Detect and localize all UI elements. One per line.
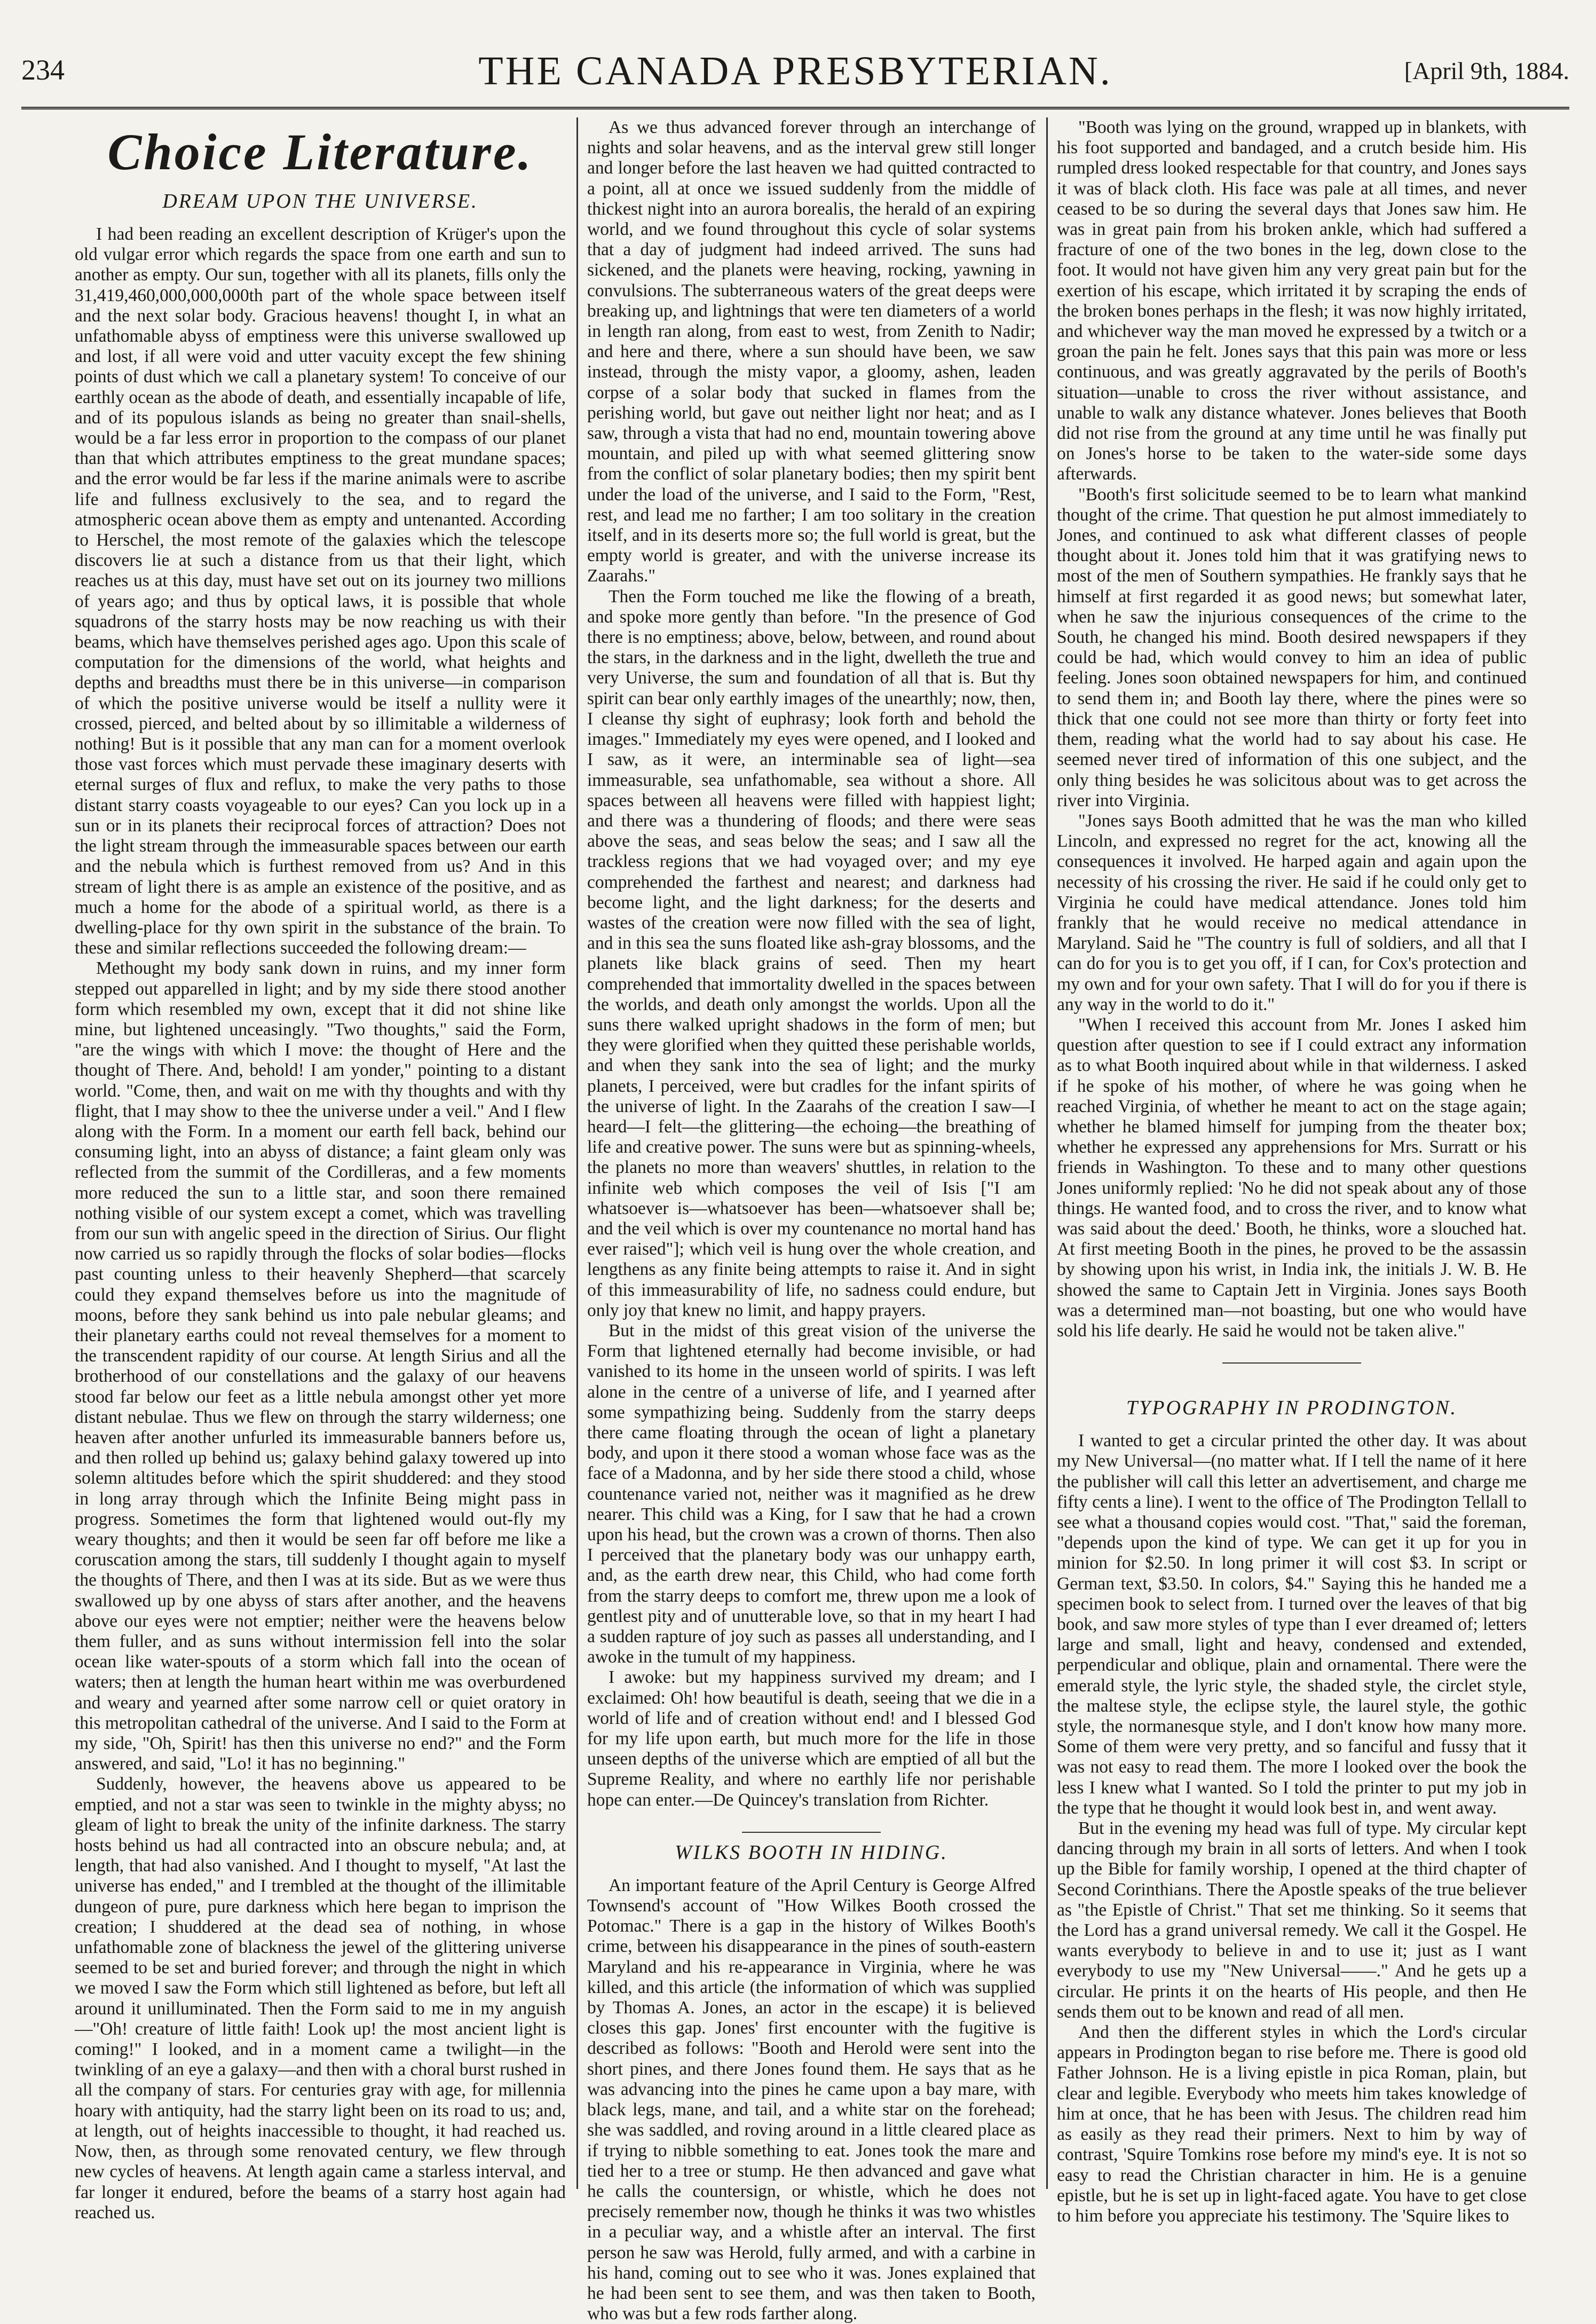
column-3 (1057, 117, 1527, 2226)
article-paragraph: I wanted to get a circular printed the other day. It was about my New Universal—(no matter what. If I tell the name of it here the publisher will call this letter an advertisement, and charge me fifty cents a line). I went to the office of The Prodington Tellall to see what a thousand copies would cost. "That," said the foreman, "depends upon the kind of type. We can get it up for you in minion for $2.50. In long primer it will cost $3. In script or German text, $3.50. In colors, $4." Saying this he handed me a specimen book to select from. I turned over the leaves of that big book, and saw more styles of type than I ever dreamed of; letters large and small, light and heavy, condensed and extended, perpendicular and oblique, plain and ornamental. There were the emerald style, the lyric style, the shaded style, the circlet style, the maltese style, the eclipse style, the laurel style, the gothic style, the normanesque style, and I don't know how many more. Some of them were very pretty, and so fanciful and fussy that it was not easy to read them. The more I looked over the book the less I knew what I wanted. So I told the printer to put my job in the type that he thought it would look best in, and went away. (1057, 1431, 1527, 1818)
column-1 (75, 117, 566, 2223)
article-paragraph: And then the different styles in which the Lord's circular appears in Prodington began to rise before me. There is good old Father Johnson. He is a living epistle in pica Roman, plain, but clear and legible. Everybody who meets him takes knowledge of him at once, that he has been with Jesus. The children read him as easily as they read their primers. Next to him by way of contrast, 'Squire Tomkins rose before my mind's eye. It is not so easy to read the Christian character in him. He is a genuine epistle, but he is set up in light-faced agate. You have to get close to him before you appreciate his testimony. The 'Squire likes to (1057, 2022, 1527, 2226)
article-divider (1222, 1362, 1361, 1364)
column-rule (576, 117, 578, 2189)
section-heading: Choice Literature. (107, 123, 533, 180)
issue-date: [April 9th, 1884. (1404, 57, 1569, 84)
article-paragraph: But in the evening my head was full of type. My circular kept dancing through my brain in all sorts of letters. And when I took up the Bible for family worship, I opened at the third chapter of Second Corinthians. There the Apostle speaks of the true believer as "the Epistle of Christ." That set me thinking. So it seems that the Lord has a grand universal remedy. We call it the Gospel. He wants everybody to believe in and to use it; just as I want everybody to use my "New Universal——." And he gets up a circular. He prints it on the hearts of His people, and then He sends them out to be known and read of all men. (1057, 1818, 1527, 2022)
article-paragraph: "When I received this account from Mr. Jones I asked him question after question to see if I could extract any information as to what Booth inquired about while in that wilderness. I asked if he spoke of his mother, of where he was going when he reached Virginia, of whether he meant to act on the stage again; whether he blamed himself for jumping from the theater box; whether he expressed any apprehensions for Mrs. Surratt or his friends in Washington. To these and to many other questions Jones uniformly replied: 'No he did not speak about any of those things. He wanted food, and to cross the river, and to know what was said about the deed.' Booth, he thinks, wore a slouched hat. At first meeting Booth in the pines, he proved to be the assassin by showing upon his wrist, in India ink, the initials J. W. B. He showed the same to Captain Jett in Virginia. Jones says Booth was a determined man—not boasting, but one who would have sold his life dearly. He said he would not be taken alive." (1057, 1014, 1527, 1341)
column-2 (587, 117, 1036, 2324)
article-paragraph: But in the midst of this great vision of the universe the Form that lightened eternally had become invisible, or had vanished to its home in the unseen world of spirits. I was left alone in the centre of a universe of life, and I yearned after some sympathizing being. Suddenly from the starry deeps there came floating through the ocean of light a planetary body, and upon it there stood a woman whose face was as the face of a Madonna, and by her side there stood a child, whose countenance varied not, neither was it magnified as he drew nearer. This child was a King, for I saw that he had a crown upon his head, but the crown was a crown of thorns. Then also I perceived that the planetary body was our unhappy earth, and, as the earth drew near, this Child, who had come forth from the starry deeps to comfort me, threw upon me a look of gentlest pity and of unutterable love, so that in my heart I had a sudden rapture of joy such as passes all understanding, and I awoke in the tumult of my happiness. (587, 1320, 1036, 1667)
article-title: WILKS BOOTH IN HIDING. (675, 1841, 948, 1864)
article-paragraph: "Booth was lying on the ground, wrapped up in blankets, with his foot supported and bandaged, and a crutch beside him. His rumpled dress looked respectable for that country, and Jones says it was of black cloth. His face was pale at all times, and never ceased to be so during the several days that Jones saw him. He was in great pain from his broken ankle, which had suffered a fracture of one of the two bones in the leg, down close to the foot. It would not have given him any very great pain but for the exertion of his escape, which irritated it by scraping the ends of the broken bones perhaps in the flesh; it was now highly irritated, and whichever way the man moved he expressed by a twitch or a groan the pain he felt. Jones says that this pain was more or less continuous, and was greatly aggravated by the perils of Booth's situation—unable to cross the river without assistance, and unable to walk any distance whatever. Jones believes that Booth did not rise from the ground at any time until he was finally put on Jones's horse to be taken to the water-side some days afterwards. (1057, 117, 1527, 484)
article-paragraph: "Booth's first solicitude seemed to be to learn what mankind thought of the crime. That question he put almost immediately to Jones, and continued to ask what different classes of people thought about it. Jones told him that it was gratifying news to most of the men of Southern sympathies. He frankly says that he himself at first regarded it as good news; but somewhat later, when he saw the injurious consequences of the crime to the South, he changed his mind. Booth desired newspapers if they could be had, which would convey to him an idea of public feeling. Jones soon obtained newspapers for him, and continued to send them in; and Booth lay there, where the pines were so thick that one could not see more than thirty or forty feet into them, reading what the world had to say about his case. He seemed never tired of information of this one subject, and the only thing besides he was solicitous about was to get across the river into Virginia. (1057, 484, 1527, 810)
article-paragraph: "Jones says Booth admitted that he was the man who killed Lincoln, and expressed no regret for the act, knowing all the consequences it involved. He harped again and again upon the necessity of his crossing the river. He said if he could only get to Virginia he could have medical attendance. Jones told him frankly that he would receive no medical attendance in Maryland. Said he "The country is full of soldiers, and all that I can do for you is to get you off, if I can, for Cox's protection and my own and for your own safety. That I will do for you if there is any way in the world to do it." (1057, 810, 1527, 1014)
article-paragraph: Suddenly, however, the heavens above us appeared to be emptied, and not a star was seen to twinkle in the mighty abyss; no gleam of light to break the unity of the infinite darkness. The starry hosts behind us had all contracted into an obscure nebula; and, at length, that had also vanished. And I thought to myself, "At last the universe has ended," and I trembled at the thought of the illimitable dungeon of pure, pure darkness which here began to imprison the creation; I shuddered at the dead sea of nothing, in whose unfathomable zone of blackness the jewel of the glittering universe seemed to be set and buried forever; and through the night in which we moved I saw the Form which still lightened as before, but left all around it unilluminated. Then the Form said to me in my anguish—"Oh! creature of little faith! Look up! the most ancient light is coming!" I looked, and in a moment came a twilight—in the twinkling of an eye a galaxy—and then with a choral burst rushed in all the company of stars. For centuries gray with age, for millennia hoary with antiquity, had the starry light been on its road to us; and, at length, out of heights inaccessible to thought, it had reached us. Now, then, as through some renovated century, we flew through new cycles of heavens. At length again came a starless interval, and far longer it endured, before the beams of a starry host again had reached us. (75, 1774, 566, 2223)
article-title: TYPOGRAPHY IN PRODINGTON. (1126, 1397, 1458, 1420)
article-paragraph: Then the Form touched me like the flowing of a breath, and spoke more gently than before. "In the presence of God there is no emptiness; above, below, between, and round about the stars, in the darkness and in the light, dwelleth the true and very Universe, the sum and foundation of all that is. But thy spirit can bear only earthly images of the unearthly; now, then, I cleanse thy sight of euphrasy; look forth and behold the images." Immediately my eyes were opened, and I looked and I saw, as it were, an interminable sea of light—sea immeasurable, sea unfathomable, sea without a shore. All spaces between all heavens were filled with happiest light; and there was a thundering of floods; and there were seas above the seas, and seas below the seas; and I saw all the trackless regions that we had voyaged over; and my eye comprehended the farthest and nearest; and darkness had become light, and the light darkness; for the deserts and wastes of the creation were now filled with the sea of light, and in this sea the suns floated like ash-gray blossoms, and the planets like black grains of seed. Then my heart comprehended that immortality dwelled in the spaces between the worlds, and death only amongst the worlds. Upon all the suns there walked upright shadows in the form of men; but they were glorified when they quitted these perishable worlds, and when they sank into the sea of light; and the murky planets, I perceived, were but cradles for the infant spirits of the universe of light. In the Zaarahs of the creation I saw—I heard—I felt—the glittering—the echoing—the breathing of life and creative power. The suns were but as spinning-wheels, the planets no more than weavers' shuttles, in relation to the infinite web which composes the veil of Isis ["I am whatsoever is—whatsoever has been—whatsoever shall be; and the veil which is over my countenance no mortal hand has ever raised"]; which veil is hung over the whole creation, and lengthens as any finite being attempts to raise it. And in sight of this immeasurability of life, no sadness could endure, but only joy that knew no limit, and happy prayers. (587, 586, 1036, 1320)
article-divider (742, 1832, 881, 1833)
page-number: 234 (21, 54, 65, 86)
journal-title: THE CANADA PRESBYTERIAN. (478, 49, 1112, 93)
column-rule (1046, 117, 1048, 2189)
article-paragraph: An important feature of the April Century is George Alfred Townsend's account of "How Wilkes Booth crossed the Potomac." There is a gap in the history of Wilkes Booth's crime, between his disappearance in the pines of south-eastern Maryland and his re-appearance in Virginia, where he was killed, and this article (the information of which was supplied by Thomas A. Jones, an actor in the escape) it is believed closes this gap. Jones' first encounter with the fugitive is described as follows: "Booth and Herold were sent into the short pines, and there Jones found them. He says that as he was advancing into the pines he came upon a bay mare, with black legs, mane, and tail, and a white star on the forehead; she was saddled, and roving around in a little cleared place as if trying to nibble something to eat. Jones took the mare and tied her to a tree or stump. He then advanced and gave what he calls the countersign, or whistle, which he does not precisely remember now, though he thinks it was two whistles in a peculiar way, and a whistle after an interval. The first person he saw was Herold, fully armed, and with a carbine in his hand, coming out to see who it was. Jones explained that he had been sent to see them, and was then taken to Booth, who was but a few rods farther along. (587, 1875, 1036, 2324)
article-paragraph: As we thus advanced forever through an interchange of nights and solar heavens, and as the interval grew still longer and longer before the last heaven we had quitted contracted to a point, all at once we issued suddenly from the middle of thickest night into an aurora borealis, the herald of an expiring world, and we found throughout this cycle of solar systems that a day of judgment had indeed arrived. The suns had sickened, and the planets were heaving, rocking, yawning in convulsions. The subterraneous waters of the great deeps were breaking up, and lightnings that were ten diameters of a world in length ran along, from east to west, from Zenith to Nadir; and here and there, where a sun should have been, we saw instead, through the misty vapor, a gloomy, ashen, leaden corpse of a solar body that sucked in flames from the perishing world, but gave out neither light nor heat; and as I saw, through a vista that had no end, mountain towering above mountain, and piled up with what seemed glittering snow from the conflict of solar planetary bodies; then my spirit bent under the load of the universe, and I said to the Form, "Rest, rest, and lead me no farther; I am too solitary in the creation itself, and in its deserts more so; the full world is great, but the empty world is greater, and with the universe increase its Zaarahs." (587, 117, 1036, 586)
page-header (21, 32, 1569, 109)
article-title: DREAM UPON THE UNIVERSE. (162, 190, 478, 212)
article-paragraph: I had been reading an excellent description of Krüger's upon the old vulgar error which regards the space from one earth and sun to another as empty. Our sun, together with all its planets, fills only the 31,419,460,000,000,000th part of the whole space between itself and the next solar body. Gracious heavens! thought I, in what an unfathomable abyss of emptiness were this universe swallowed up and lost, if all were void and utter vacuity except the few shining points of dust which we call a planetary system! To conceive of our earthly ocean as the abode of death, and essentially incapable of life, and of its populous islands as being no greater than snail-shells, would be a far less error in proportion to the compass of our planet than that which attributes emptiness to the great mundane spaces; and the error would be far less if the marine animals were to ascribe life and fullness exclusively to the sea, and to regard the atmospheric ocean above them as empty and untenanted. According to Herschel, the most remote of the galaxies which the telescope discovers lie at such a distance from us that their light, which reaches us at this day, must have set out on its journey two millions of years ago; and thus by optical laws, it is possible that whole squadrons of the starry hosts may be now reaching us with their beams, which have themselves perished ages ago. Upon this scale of computation for the dimensions of the world, what heights and depths and breadths must there be in this universe—in comparison of which the positive universe would be itself a nullity were it crossed, pierced, and belted about by so illimitable a wilderness of nothing! But is it possible that any man can for a moment overlook those vast forces which must pervade these imaginary deserts with eternal surges of flux and reflux, to make the very paths to those distant starry coasts voyageable to our eyes? Can you lock up in a sun or in its planets their reciprocal forces of attraction? Does not the light stream through the immeasurable spaces between our earth and the nebula which is furthest removed from us? And in this stream of light there is as ample an existence of the positive, and as much a home for the abode of a spiritual world, as there is a dwelling-place for thy own spirit in the substance of the brain. To these and similar reflections succeeded the following dream:— (75, 224, 566, 958)
article-paragraph: Methought my body sank down in ruins, and my inner form stepped out apparelled in light; and by my side there stood another form which resembled my own, except that it did not shine like mine, but lightened unceasingly. "Two thoughts," said the Form, "are the wings with which I move: the thought of Here and the thought of There. And, behold! I am yonder," pointing to a distant world. "Come, then, and wait on me with thy thoughts and with thy flight, that I may show to thee the universe under a veil." And I flew along with the Form. In a moment our earth fell back, behind our consuming light, into an abyss of distance; a faint gleam only was reflected from the summit of the Cordilleras, and a few moments more reduced the sun to a little star, and soon there remained nothing visible of our system except a comet, which was travelling from our sun with angelic speed in the direction of Sirius. Our flight now carried us so rapidly through the flocks of solar bodies—flocks past counting unless to their heavenly Shepherd—that scarcely could they expand themselves before us into the magnitude of moons, before they sank behind us into pale nebular gleams; and their planetary earths could not reveal themselves for a moment to the transcendent rapidity of our course. At length Sirius and all the brotherhood of our constellations and the galaxy of our heavens stood far below our feet as a little nebula amongst other yet more distant nebulae. Thus we flew on through the starry wilderness; one heaven after another unfurled its immeasurable banners before us, and then rolled up behind us; galaxy behind galaxy towered up into solemn altitudes before which the spirit shuddered: and they stood in long array through which the Infinite Being might pass in progress. Sometimes the form that lightened would out-fly my weary thoughts; and then it would be seen far off before me like a coruscation among the stars, till suddenly I thought again to myself the thoughts of There, and then I was at its side. But as we were thus swallowed up by one abyss of stars after another, and the heavens above our eyes were not emptier; neither were the heavens below them fuller, and as suns without intermission fell into the solar ocean like water-spouts of a storm which fall into the ocean of waters; then at length the human heart within me was overburdened and weary and yearned after some narrow cell or quiet oratory in this metropolitan cathedral of the universe. And I said to the Form at my side, "Oh, Spirit! has then this universe no end?" and the Form answered, and said, "Lo! it has no beginning." (75, 958, 566, 1774)
article-paragraph: I awoke: but my happiness survived my dream; and I exclaimed: Oh! how beautiful is death, seeing that we die in a world of life and of creation without end! and I blessed God for my life upon earth, but much more for the life in those unseen depths of the universe which are emptied of all but the Supreme Reality, and where no earthly life nor perishable hope can enter.—De Quincey's translation from Richter. (587, 1667, 1036, 1810)
